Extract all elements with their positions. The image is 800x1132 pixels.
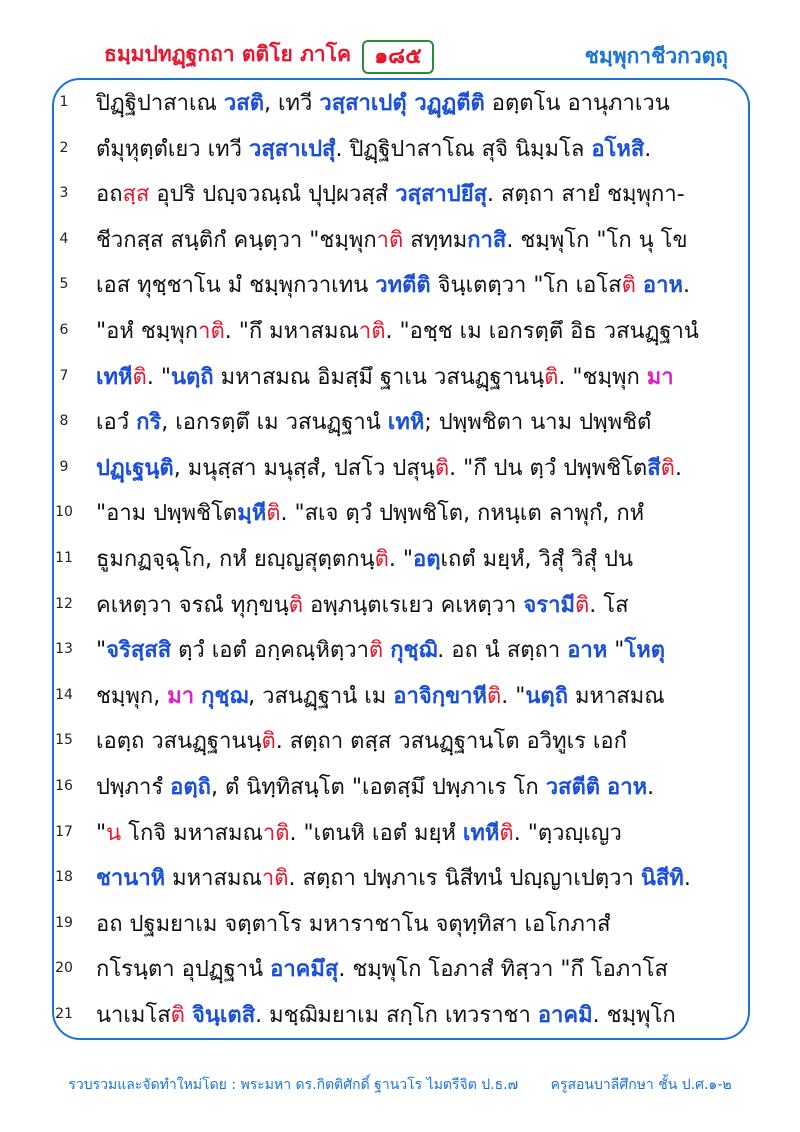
text-segment: ปิฏฺฐิปาสาเณ — [96, 91, 224, 116]
line-text — [96, 80, 726, 128]
text-segment: . "อชฺช เม เอกรตฺตึ อิธ วสนฏฺฐานํ — [385, 319, 699, 344]
text-segment: ติ — [261, 729, 276, 755]
text-segment: อถ ปฐมยาเม จตฺตาโร มหาราชาโน จตุทฺทิสา เอโกภาสํ — [96, 911, 611, 937]
text-segment: . ชมฺพุโก "โก นุ โข — [506, 227, 688, 253]
text-segment: . — [683, 273, 690, 299]
text-segment: สฺส — [122, 182, 150, 208]
text-line — [0, 262, 800, 310]
line-text — [96, 490, 726, 538]
line-number: 21 — [55, 1006, 73, 1022]
text-segment — [185, 1003, 192, 1028]
text-segment: ติ — [132, 364, 147, 390]
text-segment: . "สเจ ตฺวํ ปพฺพชิโต, กหนฺเต ลาพุกํ, กหํ — [280, 501, 645, 527]
line-number: 19 — [55, 914, 73, 931]
text-line — [0, 445, 800, 493]
text-segment: ธูมกฏจฺฉุโก, กหํ ยญฺญสุตฺตกนฺ — [96, 547, 375, 572]
text-segment: . ชมฺพุโก โอภาสํ ทิสฺวา "กึ โอภาโส — [338, 957, 668, 983]
text-segment: . — [647, 775, 655, 800]
text-segment: ชมฺพุก, — [96, 683, 168, 709]
text-segment: นตฺถิ — [525, 683, 569, 709]
text-segment: , ตํ นิทฺทิสนฺโต "เอตสฺมึ ปพฺภาเร โก — [210, 775, 546, 800]
text-segment: , มนุสฺสา มนุสฺสํ, ปสโว ปสุนฺ — [173, 455, 435, 481]
text-line — [0, 80, 800, 128]
line-text — [96, 171, 726, 219]
text-segment: ติ — [574, 592, 590, 618]
text-segment: วสตีติ — [545, 775, 601, 800]
line-number: 15 — [55, 732, 73, 749]
text-segment: กุชฺฌ — [201, 683, 249, 709]
text-segment: ติ — [170, 1003, 185, 1028]
text-segment: "อาม ปพฺพชิโต — [96, 501, 238, 527]
text-line — [0, 810, 800, 858]
page-header-right-title: ชมฺพุกาชีวกวตฺถุ — [584, 44, 728, 68]
text-segment: วทตีติ — [375, 273, 431, 299]
text-segment: จินฺเตตฺวา "โก เอโส — [430, 273, 622, 299]
text-segment: เทหี — [96, 364, 133, 390]
text-segment: ปฏฺเฐนฺติ — [96, 455, 174, 481]
text-line — [0, 354, 800, 402]
text-segment: ติ — [266, 501, 281, 527]
text-segment: , เทวี — [263, 91, 320, 116]
text-segment: . อถ นํ สตฺถา — [437, 638, 568, 664]
text-segment: , วสนฏฺฐานํ เม — [248, 683, 394, 709]
line-number: 7 — [59, 367, 69, 384]
text-segment: จินฺเตสิ — [191, 1003, 256, 1028]
text-segment: ชีวกสฺส สนฺติกํ คนฺตฺวา "ชมฺพุก — [96, 227, 377, 253]
text-segment: อาคมึสุ — [270, 957, 339, 983]
line-text — [96, 308, 726, 356]
line-number: 16 — [55, 778, 73, 794]
text-segment: มหาสมณ — [568, 683, 665, 709]
line-text — [96, 217, 726, 265]
text-segment: าติ — [262, 820, 290, 846]
line-number: 13 — [55, 641, 73, 658]
text-segment: . มชฺฌิมยาเม สกฺโก เทวราชา — [255, 1003, 538, 1028]
text-segment: . " — [388, 547, 413, 572]
text-segment: ติ — [544, 364, 559, 390]
line-number: 17 — [55, 823, 73, 840]
text-segment: โกจิ มหาสมณ — [121, 820, 263, 846]
text-line — [0, 673, 800, 721]
text-segment: อาห — [607, 775, 648, 800]
text-segment: อพฺภนฺตเรเยว คเหตฺวา — [303, 592, 524, 618]
text-segment: . "เตนหิ เอตํ มยฺหํ — [289, 820, 463, 846]
line-number: 20 — [55, 960, 73, 977]
text-line — [0, 946, 800, 994]
text-line — [0, 490, 800, 538]
page-header-left-title: ธมฺมปทฏฺฐกถา ตติโย ภาโค — [104, 42, 352, 66]
text-segment: าติ — [376, 227, 404, 253]
text-segment: . — [674, 455, 682, 481]
line-text — [96, 536, 726, 584]
line-number: 4 — [59, 230, 69, 247]
text-line — [0, 718, 800, 766]
text-segment: โหตุ — [624, 638, 666, 664]
line-number: 12 — [55, 595, 73, 612]
text-segment: . ชมฺพุโก — [592, 1003, 676, 1028]
text-segment: อาห — [642, 273, 683, 299]
text-segment: ; ปพฺพชิตา นาม ปพฺพชิตํ — [424, 410, 652, 436]
text-segment: มหาสมณ อิมสฺมึ ฐาเน วสนฏฺฐานนฺ — [213, 364, 545, 390]
footer-compiler-credit: รวบรวมและจัดทำใหม่โดย : พระมหา ดร.กิตติศักดิ์ ฐานวโร ไมตรีจิต ป.ธ.๗ — [68, 1077, 519, 1093]
line-text — [96, 810, 726, 858]
text-segment: นตฺถิ — [170, 364, 214, 390]
line-number: 14 — [55, 686, 73, 703]
text-segment: ชานาหิ — [96, 866, 166, 892]
text-line — [0, 217, 800, 265]
text-segment: อาจิกฺขาหี — [393, 683, 487, 709]
text-segment: เอส ทุชฺชาโน มํ ชมฺพุกวาเทน — [96, 273, 376, 299]
line-text — [96, 718, 726, 766]
text-segment: กริ — [136, 410, 162, 436]
text-segment: เอตฺถ วสนฏฺฐานนฺ — [96, 729, 262, 755]
text-segment: กโรนฺตา อุปฏฺฐานํ — [96, 957, 271, 983]
text-line — [0, 855, 800, 903]
text-segment: . "กึ มหาสมณ — [224, 319, 359, 344]
text-segment: น — [106, 820, 122, 846]
text-segment: . — [644, 136, 652, 162]
line-text — [96, 126, 726, 174]
text-segment: มา — [646, 364, 674, 390]
line-text — [96, 627, 726, 675]
text-segment: นิสีทิ — [640, 866, 684, 892]
text-segment: าติ — [358, 319, 386, 344]
text-line — [0, 764, 800, 812]
text-segment: . — [683, 866, 691, 892]
text-segment: ติ — [434, 455, 450, 481]
text-segment: อตฺถิ — [170, 775, 211, 800]
line-text — [96, 901, 726, 949]
line-number: 1 — [59, 94, 69, 110]
page-footer — [0, 1074, 800, 1096]
text-line — [0, 582, 800, 630]
text-segment: . ปิฏฺฐิปาสาโณ สุจิ นิมฺมโล — [335, 136, 592, 162]
text-segment: " — [607, 638, 625, 664]
text-segment: อาห — [567, 638, 608, 664]
page-number-box: ๑๘๕ — [362, 40, 434, 74]
text-segment: วสฺสาเปตุํ — [319, 91, 415, 116]
line-text — [96, 764, 726, 812]
text-segment: . โส — [589, 592, 629, 618]
text-line — [0, 627, 800, 675]
text-line — [0, 536, 800, 584]
text-segment: วฏฺฏตีติ — [414, 91, 485, 116]
line-number: 2 — [59, 139, 69, 156]
text-segment: จรามี — [523, 592, 575, 618]
footer-course-level: ครูสอนบาลีศึกษา ชั้น ป.ศ.๑-๒ — [550, 1077, 732, 1093]
text-segment: นาเมโส — [96, 1003, 171, 1028]
text-segment: เอวํ — [96, 410, 137, 436]
text-segment: . สตฺถา สายํ ชมฺพุกา- — [487, 182, 685, 208]
text-segment — [600, 775, 607, 800]
text-segment: เทหิ — [387, 410, 425, 436]
text-line — [0, 126, 800, 174]
text-segment: เทหี — [462, 820, 500, 846]
text-line — [0, 399, 800, 447]
text-segment: วสติ — [223, 91, 264, 116]
text-segment: มฺหี — [237, 501, 267, 527]
text-segment: . "ตฺวญฺเญว — [513, 820, 622, 846]
line-text — [96, 946, 726, 994]
line-number: 5 — [59, 276, 69, 293]
text-segment: อตฺตโน อานุภาเวน — [484, 91, 670, 116]
text-segment: " — [96, 820, 107, 846]
text-segment: สี — [647, 455, 661, 481]
text-segment: " — [96, 638, 107, 664]
line-text — [96, 992, 726, 1040]
text-segment: . " — [146, 364, 171, 390]
text-segment: จริสฺสสิ — [106, 638, 172, 664]
text-segment: กุชฺฌิ — [390, 638, 438, 664]
line-number: 8 — [59, 413, 69, 430]
text-segment: คเหตฺวา จรณํ ทุกฺขนฺ — [96, 592, 289, 618]
text-segment: . สตฺถา ปพฺภาเร นิสีทนํ ปญฺญาเปตฺวา — [288, 866, 641, 892]
line-text — [96, 582, 726, 630]
text-segment: อาคมิ — [537, 1003, 593, 1028]
text-line — [0, 171, 800, 219]
text-segment: วสฺสาปยึสุ — [395, 182, 488, 208]
text-segment: กาสิ — [467, 227, 507, 253]
text-segment: . "ชมฺพุก — [558, 364, 647, 390]
line-text — [96, 855, 726, 903]
text-segment: มา — [167, 683, 195, 709]
text-segment: ติ — [368, 638, 384, 664]
line-text — [96, 673, 726, 721]
text-segment: . สตฺถา ตสฺส วสนฏฺฐานโต อวิทูเร เอกํ — [275, 729, 627, 755]
text-segment: ติ — [486, 683, 502, 709]
text-segment: ตฺวํ เอตํ อกฺคณฺหิตฺวา — [171, 638, 369, 664]
text-segment: ตํมุหุตฺตํเยว เทวี — [96, 136, 249, 162]
text-segment: ติ — [374, 547, 389, 572]
line-number: 3 — [59, 185, 69, 202]
text-segment: อถ — [96, 182, 123, 208]
text-line — [0, 992, 800, 1040]
line-text — [96, 262, 726, 310]
line-number: 11 — [55, 550, 73, 566]
text-segment: มหาสมณ — [165, 866, 262, 892]
line-text — [96, 445, 726, 493]
text-segment: ปพฺภารํ — [96, 775, 171, 800]
text-segment: อตฺ — [412, 547, 441, 572]
text-segment: เถตํ มยฺหํ, วิสุํ วิสุํ ปน — [440, 547, 634, 572]
text-segment: อโหสิ — [591, 136, 645, 162]
text-segment: . " — [501, 683, 526, 709]
text-segment — [636, 273, 643, 298]
text-segment: าติ — [261, 866, 289, 892]
text-segment: อุปริ ปญฺจวณฺณํ ปุปฺผวสฺสํ — [149, 182, 396, 208]
text-segment: วสฺสาเปสุํ — [249, 136, 336, 162]
line-number: 10 — [55, 504, 73, 521]
line-number: 6 — [59, 322, 69, 338]
line-number: 18 — [55, 869, 73, 886]
text-line — [0, 308, 800, 356]
text-segment: ติ — [621, 273, 636, 299]
text-segment: , เอกรตฺตึ เม วสนฏฺฐานํ — [161, 410, 388, 436]
text-segment: สทฺทม — [403, 227, 468, 253]
line-text — [96, 354, 726, 402]
text-segment: . "กึ ปน ตฺวํ ปพฺพชิโต — [449, 455, 648, 481]
text-segment: "อหํ ชมฺพุก — [96, 319, 199, 344]
line-text — [96, 399, 726, 447]
text-segment: ติ — [288, 592, 304, 618]
line-number: 9 — [59, 458, 69, 475]
text-line — [0, 901, 800, 949]
text-segment: าติ — [198, 319, 225, 344]
text-segment: ติ — [660, 455, 675, 481]
text-segment: ติ — [499, 820, 514, 846]
